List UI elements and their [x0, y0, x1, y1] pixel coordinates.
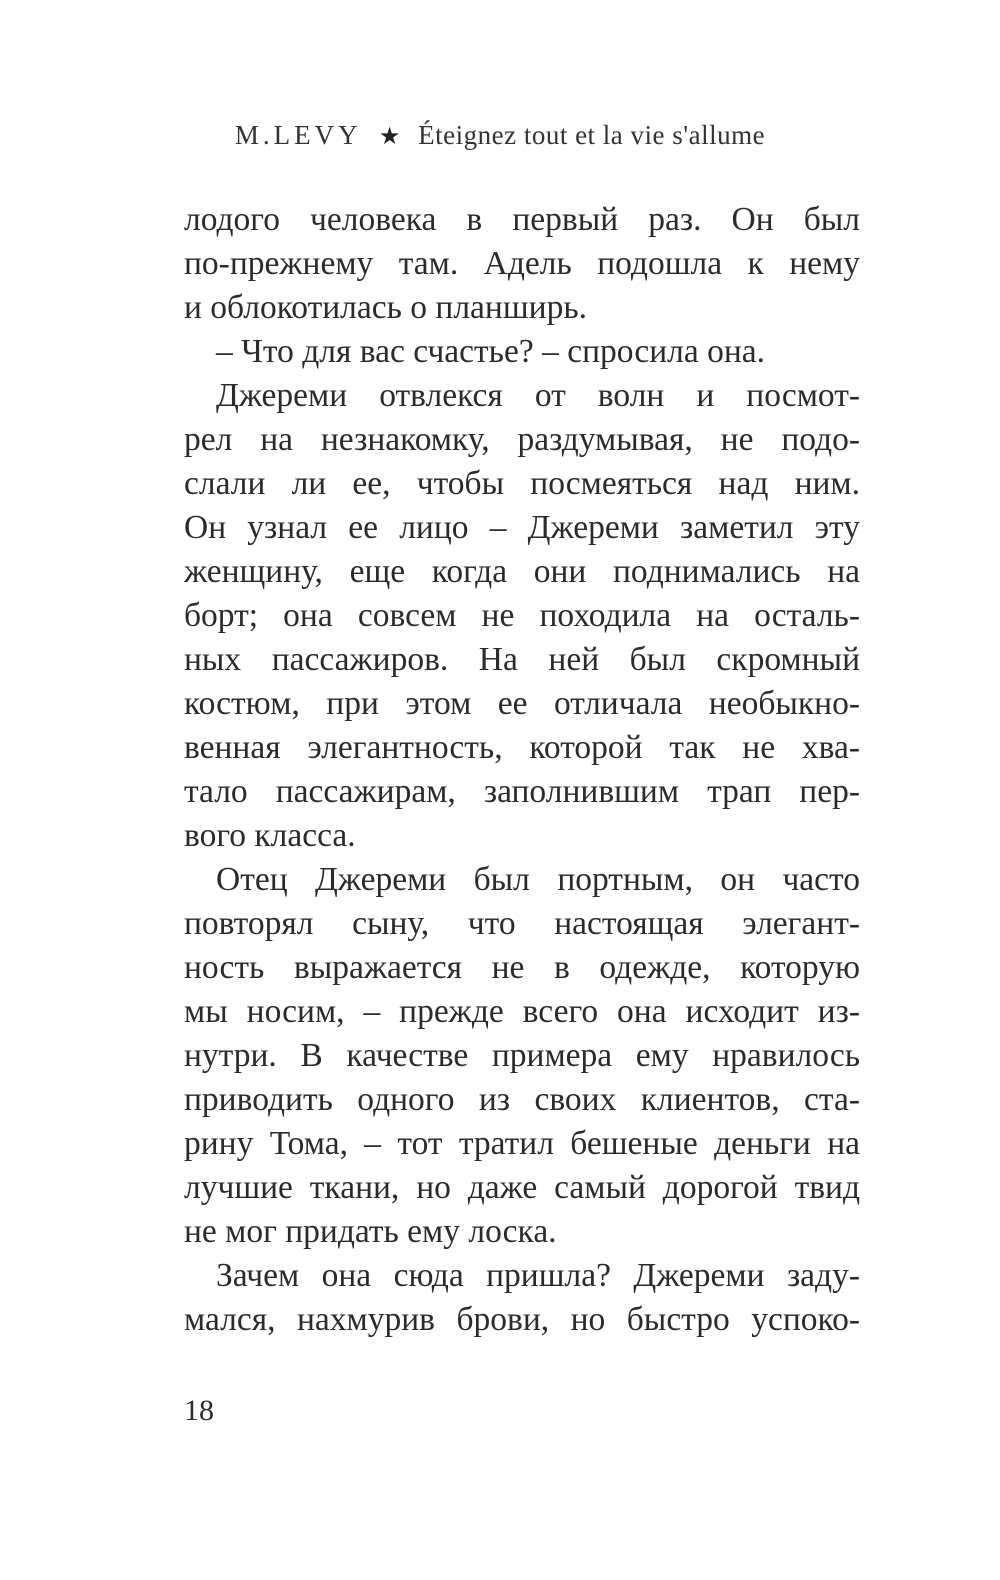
text-line: рину Тома, – тот тратил бешеные деньги на — [184, 1125, 860, 1162]
text-line: вого класса. — [184, 817, 356, 854]
text-line: нутри. В качестве примера ему нравилось — [184, 1037, 860, 1074]
text-line: венная элегантность, которой так не хва- — [184, 729, 860, 766]
text-line: мался, нахмурив брови, но быстро успоко- — [184, 1301, 860, 1338]
body-text — [184, 198, 860, 1342]
text-line: ных пассажиров. На ней был скромный — [184, 641, 860, 678]
text-line: лодого человека в первый раз. Он был — [184, 201, 860, 238]
running-head — [0, 120, 1000, 151]
text-line: Отец Джереми был портным, он часто — [216, 861, 860, 898]
text-line: костюм, при этом ее отличала необыкно- — [184, 685, 860, 722]
text-line: по-прежнему там. Адель подошла к нему — [184, 245, 860, 282]
text-line: тало пассажирам, заполнившим трап пер- — [184, 773, 860, 810]
star-icon: ★ — [378, 124, 401, 150]
text-line: приводить одного из своих клиентов, ста- — [184, 1081, 860, 1118]
text-line: Джереми отвлекся от волн и посмот- — [216, 377, 860, 414]
text-line: не мог придать ему лоска. — [184, 1213, 557, 1250]
running-head-author: M.LEVY — [234, 120, 362, 150]
text-line: Он узнал ее лицо – Джереми заметил эту — [184, 509, 860, 546]
text-line: слали ли ее, чтобы посмеяться над ним. — [184, 465, 860, 502]
page-number: 18 — [184, 1394, 214, 1427]
text-line: рел на незнакомку, раздумывая, не подо- — [184, 421, 860, 458]
text-line: ность выражается не в одежде, которую — [184, 949, 860, 986]
text-line: – Что для вас счастье? – спросила она. — [216, 333, 766, 370]
running-head-title: Éteignez tout et la vie s'allume — [418, 120, 766, 150]
text-line: Зачем она сюда пришла? Джереми заду- — [216, 1257, 860, 1294]
text-line: женщину, еще когда они поднимались на — [184, 553, 860, 590]
text-line: и облокотилась о планширь. — [184, 289, 587, 326]
text-line: борт; она совсем не походила на осталь- — [184, 597, 860, 634]
text-line: мы носим, – прежде всего она исходит из- — [184, 993, 860, 1030]
text-line: лучшие ткани, но даже самый дорогой твид — [184, 1169, 860, 1206]
text-line: повторял сыну, что настоящая элегант- — [184, 905, 860, 942]
